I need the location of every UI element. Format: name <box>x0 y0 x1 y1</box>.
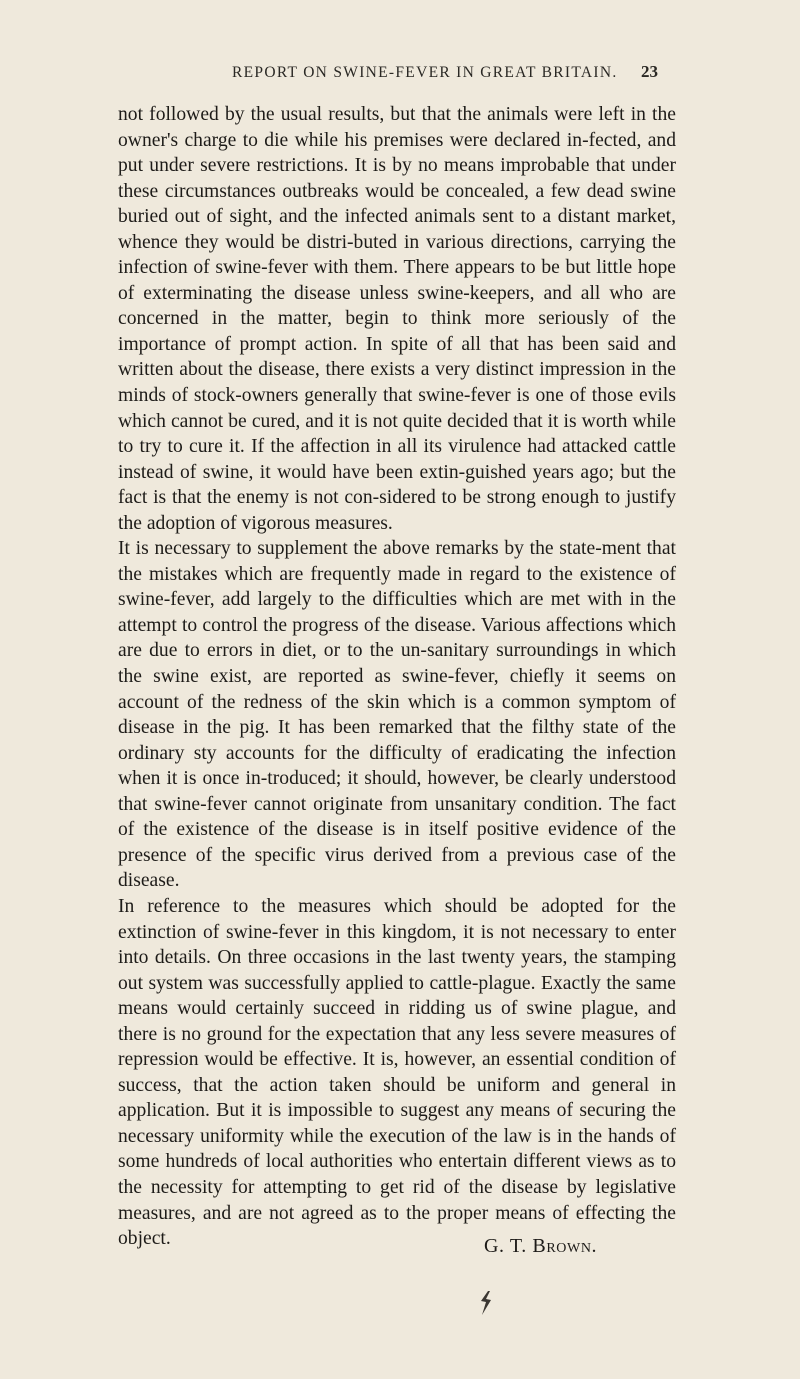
page-number: 23 <box>641 62 658 81</box>
paragraph-2: It is necessary to supplement the above remarks by the state-ment that the mistakes which are frequently made in regard to the existence of swine-fever, add largely to the difficulties which are met with in the attempt to control the progress of the disease. Various affections which are due to errors in diet, or to the un-sanitary surroundings in which the swine exist, are reported as swine-fever, chiefly it seems on account of the redness of the skin which is a common symptom of disease in the pig. It has been remarked that the filthy state of the ordinary sty accounts for the difficulty of eradicating the infection when it is once in-troduced; it should, however, be clearly understood that swine-fever cannot originate from unsanitary condition. The fact of the existence of the disease is in itself positive evidence of the presence of the specific virus derived from a previous case of the disease. <box>118 538 676 892</box>
running-title: REPORT ON SWINE-FEVER IN GREAT BRITAIN. <box>232 64 618 81</box>
paragraph-3: In reference to the measures which should be adopted for the extinction of swine-fever in this kingdom, it is not necessary to enter into details. On three occasions in the last twenty years, the stamping out system was successfully applied to cattle-plague. Exactly the same means would certainly succeed in ridding us of swine plague, and there is no ground for the expectation that any less severe measures of repression would be effective. It is, however, an essential condition of success, that the action taken should be uniform and general in application. But it is impossible to suggest any means of securing the necessary uniformity while the execution of the law is in the hands of some hundreds of local authorities who entertain different views as to the necessity for attempting to get rid of the disease by legislative measures, and are not agreed as to the proper means of effecting the object. <box>118 895 676 1250</box>
body-text <box>118 102 676 1252</box>
author-signature <box>484 1235 597 1258</box>
printer-ornament-icon <box>477 1290 495 1316</box>
author-surname: Brown. <box>532 1235 598 1257</box>
paragraph-1: not followed by the usual results, but that the animals were left in the owner's charge to die while his premises were declared in-fected, and put under severe restrictions. It is by no means improbable that under these circumstances outbreaks would be concealed, a few dead swine buried out of sight, and the infected animals sent to a distant market, whence they would be distri-buted in various directions, carrying the infection of swine-fever with them. There appears to be but little hope of exterminating the disease unless swine-keepers, and all who are concerned in the matter, begin to think more seriously of the importance of prompt action. In spite of all that has been said and written about the disease, there exists a very distinct impression in the minds of stock-owners generally that swine-fever is one of those evils which cannot be cured, and it is not quite decided that it is worth while to try to cure it. If the affection in all its virulence had attacked cattle instead of swine, it would have been extin-guished years ago; but the fact is that the enemy is not con-sidered to be strong enough to justify the adoption of vigorous measures. <box>118 104 676 534</box>
author-initials: G. T. <box>484 1235 533 1257</box>
running-head <box>0 62 800 92</box>
